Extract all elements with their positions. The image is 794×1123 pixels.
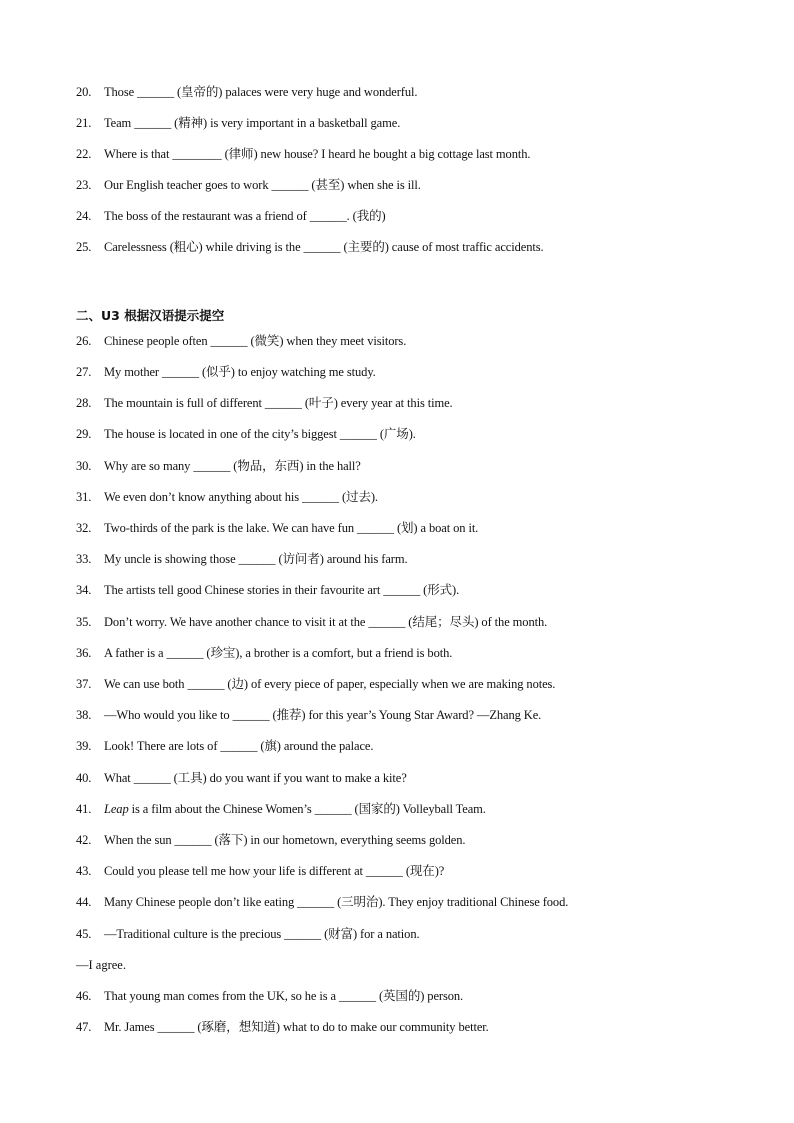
question-29: 29. The house is located in one of the city’s biggest ______ (广场). [76, 427, 416, 441]
question-37: 37. We can use both ______ (边) of every piece of paper, especially when we are making notes. [76, 677, 556, 691]
question-40: 40. What ______ (工具) do you want if you want to make a kite? [76, 771, 407, 785]
question-22: 22. Where is that ________ (律师) new house? I heard he bought a big cottage last month. [76, 147, 531, 161]
question-44: 44. Many Chinese people don’t like eating ______ (三明治). They enjoy traditional Chinese food. [76, 895, 569, 909]
question-41: 41. Leap is a film about the Chinese Women’s ______ (国家的) Volleyball Team. [76, 802, 486, 816]
question-42: 42. When the sun ______ (落下) in our hometown, everything seems golden. [76, 833, 466, 847]
question-30: 30. Why are so many ______ (物品，东西) in the hall? [76, 459, 361, 473]
question-33: 33. My uncle is showing those ______ (访问者) around his farm. [76, 552, 408, 566]
question-46: 46. That young man comes from the UK, so he is a ______ (英国的) person. [76, 989, 464, 1003]
question-38: 38. —Who would you like to ______ (推荐) for this year’s Young Star Award? —Zhang Ke. [76, 708, 542, 722]
question-21: 21. Team ______ (精神) is very important in a basketball game. [76, 116, 401, 130]
question-20: 20. Those ______ (皇帝的) palaces were very huge and wonderful. [76, 85, 418, 99]
question-39: 39. Look! There are lots of ______ (旗) around the palace. [76, 739, 374, 753]
question-36: 36. A father is a ______ (珍宝), a brother is a comfort, but a friend is both. [76, 646, 453, 660]
question-25: 25. Carelessness (粗心) while driving is the ______ (主要的) cause of most traffic accidents. [76, 240, 544, 254]
question-35: 35. Don’t worry. We have another chance to visit it at the ______ (结尾；尽头) of the month. [76, 615, 548, 629]
question-32: 32. Two-thirds of the park is the lake. We can have fun ______ (划) a boat on it. [76, 521, 479, 535]
question-24: 24. The boss of the restaurant was a friend of ______. (我的) [76, 209, 386, 223]
section-title: 二、U3 根据汉语提示提空 [76, 308, 225, 323]
question-45-reply: —I agree. [76, 958, 126, 972]
question-28: 28. The mountain is full of different ______ (叶子) every year at this time. [76, 396, 453, 410]
question-43: 43. Could you please tell me how your life is different at ______ (现在)? [76, 864, 445, 878]
film-title: Leap [104, 802, 129, 816]
question-47: 47. Mr. James ______ (琢磨，想知道) what to do to make our community better. [76, 1020, 489, 1034]
question-45: 45. —Traditional culture is the precious ______ (财富) for a nation. [76, 927, 420, 941]
question-34: 34. The artists tell good Chinese stories in their favourite art ______ (形式). [76, 583, 460, 597]
question-27: 27. My mother ______ (似乎) to enjoy watching me study. [76, 365, 376, 379]
question-31: 31. We even don’t know anything about his ______ (过去). [76, 490, 378, 504]
question-23: 23. Our English teacher goes to work ______ (甚至) when she is ill. [76, 178, 421, 192]
question-26: 26. Chinese people often ______ (微笑) when they meet visitors. [76, 334, 407, 348]
